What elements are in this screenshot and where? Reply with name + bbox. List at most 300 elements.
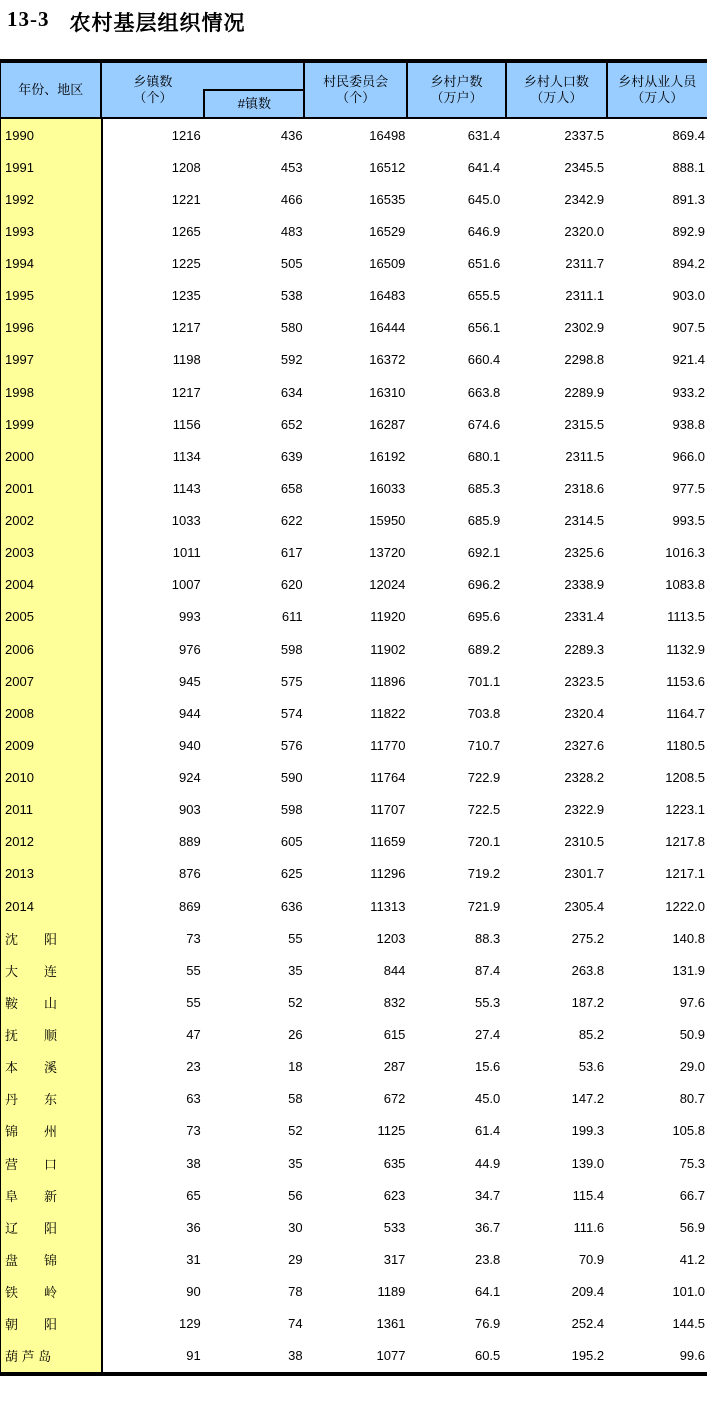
cell-households: 76.9	[474, 1316, 501, 1332]
cell-townships: 945	[179, 673, 201, 689]
cell-towns: 592	[280, 352, 303, 368]
row-label: 1995	[1, 280, 103, 312]
cell-population: 2337.5	[564, 127, 605, 143]
cell-committees: 1077	[376, 1348, 406, 1364]
header-region	[1, 63, 102, 117]
table-row	[1, 1019, 707, 1051]
cell-households: 64.1	[474, 1284, 501, 1300]
cell-townships: 1143	[172, 480, 201, 496]
cell-workers: 66.7	[679, 1187, 705, 1203]
cell-townships: 1007	[171, 577, 201, 593]
cell-households: 656.1	[467, 320, 501, 336]
row-label: 抚 顺	[1, 1019, 103, 1051]
cell-towns: 35	[288, 1155, 303, 1171]
cell-workers: 1222.0	[665, 898, 705, 914]
row-label: 大 连	[1, 954, 103, 986]
row-label: 葫 芦 岛	[1, 1340, 103, 1372]
cell-towns: 58	[288, 1091, 303, 1107]
cell-committees: 11896	[370, 673, 406, 689]
table-row	[1, 1179, 707, 1211]
row-label: 2014	[1, 890, 103, 922]
cell-households: 34.7	[474, 1187, 501, 1203]
table-row	[1, 794, 707, 826]
cell-townships: 944	[179, 705, 201, 721]
cell-towns: 52	[288, 1123, 303, 1139]
cell-workers: 80.7	[679, 1091, 705, 1107]
cell-committees: 12024	[369, 577, 406, 593]
cell-workers: 1208.5	[665, 770, 705, 786]
table-row	[1, 215, 707, 247]
cell-townships: 1217	[171, 384, 201, 400]
cell-population: 209.4	[571, 1284, 605, 1300]
cell-townships: 1265	[171, 223, 201, 239]
cell-committees: 623	[383, 1187, 406, 1203]
table-row	[1, 1051, 707, 1083]
cell-households: 692.1	[467, 545, 501, 561]
cell-workers: 1217.1	[665, 866, 705, 882]
cell-population: 2322.9	[564, 802, 605, 818]
cell-workers: 891.3	[672, 191, 705, 207]
header-households-unit: （万户）	[430, 90, 483, 105]
cell-population: 2298.8	[564, 352, 605, 368]
cell-households: 44.9	[474, 1155, 501, 1171]
table-row	[1, 826, 707, 858]
cell-population: 252.4	[571, 1316, 605, 1332]
cell-households: 655.5	[467, 288, 501, 304]
cell-population: 2302.9	[564, 320, 605, 336]
table-row	[1, 1115, 707, 1147]
cell-households: 660.4	[467, 352, 501, 368]
row-label: 2012	[1, 826, 103, 858]
cell-towns: 625	[280, 866, 303, 882]
row-label: 2011	[1, 794, 103, 826]
row-label: 辽 阳	[1, 1211, 103, 1243]
cell-committees: 16529	[369, 223, 406, 239]
cell-towns: 74	[288, 1316, 303, 1332]
cell-population: 2305.4	[564, 898, 605, 914]
cell-committees: 11920	[370, 609, 406, 625]
cell-townships: 31	[186, 1251, 201, 1267]
cell-townships: 1208	[171, 159, 201, 175]
cell-population: 70.9	[578, 1251, 605, 1267]
cell-population: 2318.6	[564, 480, 605, 496]
row-label: 1991	[1, 151, 103, 183]
cell-households: 685.3	[467, 480, 501, 496]
cell-towns: 620	[280, 577, 303, 593]
cell-committees: 672	[383, 1091, 406, 1107]
table-row	[1, 280, 707, 312]
row-label: 2000	[1, 440, 103, 472]
header-committees-label: 村民委员会	[323, 74, 389, 89]
header-workers-label: 乡村从业人员	[618, 74, 697, 89]
cell-towns: 575	[280, 673, 303, 689]
cell-committees: 16033	[369, 480, 406, 496]
cell-workers: 50.9	[679, 1027, 705, 1043]
cell-workers: 75.3	[679, 1155, 705, 1171]
cell-workers: 1132.9	[666, 641, 705, 657]
table-row	[1, 376, 707, 408]
cell-workers: 1223.1	[665, 802, 705, 818]
table-row	[1, 569, 707, 601]
cell-committees: 13720	[369, 545, 406, 561]
cell-committees: 533	[383, 1219, 406, 1235]
cell-townships: 869	[179, 898, 201, 914]
cell-committees: 16287	[369, 416, 406, 432]
cell-population: 2320.0	[564, 223, 605, 239]
cell-townships: 73	[186, 1123, 201, 1139]
row-label: 2002	[1, 505, 103, 537]
cell-population: 85.2	[578, 1027, 605, 1043]
cell-workers: 888.1	[672, 159, 705, 175]
cell-towns: 639	[280, 448, 303, 464]
row-label: 2010	[1, 762, 103, 794]
cell-workers: 1164.7	[666, 705, 705, 721]
table-row	[1, 248, 707, 280]
cell-committees: 15950	[369, 513, 406, 529]
cell-townships: 940	[179, 737, 201, 753]
header-townships-unit: （个）	[133, 90, 173, 105]
row-label: 1997	[1, 344, 103, 376]
cell-towns: 605	[280, 834, 303, 850]
cell-population: 263.8	[571, 962, 605, 978]
cell-population: 111.6	[573, 1219, 605, 1235]
row-label: 1994	[1, 248, 103, 280]
row-label: 丹 东	[1, 1083, 103, 1115]
cell-townships: 63	[186, 1091, 201, 1107]
table-row	[1, 954, 707, 986]
table-row	[1, 1276, 707, 1308]
cell-towns: 35	[288, 962, 303, 978]
cell-towns: 611	[281, 609, 303, 625]
cell-committees: 11313	[370, 898, 406, 914]
cell-townships: 1235	[171, 288, 201, 304]
cell-workers: 903.0	[672, 288, 705, 304]
cell-townships: 976	[179, 641, 201, 657]
cell-population: 2314.5	[564, 513, 605, 529]
cell-townships: 1011	[172, 545, 201, 561]
cell-committees: 1189	[377, 1284, 406, 1300]
cell-townships: 1134	[172, 448, 201, 464]
cell-workers: 1217.8	[665, 834, 705, 850]
cell-committees: 287	[383, 1059, 406, 1075]
header-workers-unit: （万人）	[631, 90, 684, 105]
table-row	[1, 151, 707, 183]
cell-towns: 580	[280, 320, 303, 336]
row-label: 2005	[1, 601, 103, 633]
header-committees-unit: （个）	[336, 90, 376, 105]
header-population-unit: （万人）	[530, 90, 583, 105]
row-label: 2009	[1, 729, 103, 761]
cell-towns: 617	[280, 545, 303, 561]
cell-households: 685.9	[467, 513, 501, 529]
cell-committees: 11707	[370, 802, 406, 818]
cell-households: 645.0	[467, 191, 501, 207]
cell-households: 720.1	[467, 834, 501, 850]
table-row	[1, 1083, 707, 1115]
row-label: 2013	[1, 858, 103, 890]
cell-townships: 1225	[171, 256, 201, 272]
cell-workers: 977.5	[672, 480, 705, 496]
table-row	[1, 505, 707, 537]
cell-committees: 16372	[369, 352, 406, 368]
cell-towns: 658	[280, 480, 303, 496]
row-label: 2004	[1, 569, 103, 601]
cell-towns: 29	[288, 1251, 303, 1267]
cell-population: 2323.5	[564, 673, 605, 689]
row-label: 鞍 山	[1, 986, 103, 1018]
cell-population: 2311.7	[565, 256, 605, 272]
cell-towns: 78	[288, 1284, 303, 1300]
cell-committees: 16192	[369, 448, 406, 464]
cell-townships: 90	[186, 1284, 201, 1300]
cell-workers: 938.8	[672, 416, 705, 432]
cell-households: 722.9	[467, 770, 501, 786]
cell-towns: 598	[280, 802, 303, 818]
cell-households: 710.7	[467, 737, 501, 753]
table-body	[1, 119, 707, 1372]
cell-towns: 622	[280, 513, 303, 529]
table-row	[1, 729, 707, 761]
row-label: 1993	[1, 215, 103, 247]
row-label: 1998	[1, 376, 103, 408]
table-row	[1, 601, 707, 633]
header-region-label: 年份、地区	[18, 82, 84, 97]
header-workers	[608, 63, 707, 117]
table-row	[1, 312, 707, 344]
cell-workers: 41.2	[679, 1251, 705, 1267]
cell-townships: 903	[179, 802, 201, 818]
cell-workers: 1016.3	[665, 545, 705, 561]
row-label: 本 溪	[1, 1051, 103, 1083]
cell-households: 88.3	[474, 930, 501, 946]
header-population-label: 乡村人口数	[523, 74, 589, 89]
cell-towns: 38	[288, 1348, 303, 1364]
cell-committees: 16535	[369, 191, 406, 207]
cell-workers: 892.9	[672, 223, 705, 239]
header-townships-group	[102, 63, 305, 117]
cell-households: 27.4	[474, 1027, 501, 1043]
cell-population: 2345.5	[564, 159, 605, 175]
cell-population: 2315.5	[564, 416, 605, 432]
table-row	[1, 1340, 707, 1372]
header-households-label: 乡村户数	[430, 74, 483, 89]
row-label: 2006	[1, 633, 103, 665]
cell-committees: 11296	[370, 866, 406, 882]
header-towns-sub-label: #镇数	[237, 96, 271, 111]
cell-workers: 1113.5	[667, 609, 705, 625]
cell-workers: 97.6	[679, 994, 705, 1010]
row-label: 锦 州	[1, 1115, 103, 1147]
cell-population: 2310.5	[564, 834, 605, 850]
cell-population: 275.2	[571, 930, 605, 946]
table-row	[1, 537, 707, 569]
table-row	[1, 344, 707, 376]
row-label: 铁 岭	[1, 1276, 103, 1308]
cell-households: 60.5	[474, 1348, 501, 1364]
cell-households: 61.4	[474, 1123, 501, 1139]
cell-workers: 966.0	[672, 448, 705, 464]
cell-workers: 99.6	[679, 1348, 705, 1364]
cell-townships: 36	[186, 1219, 201, 1235]
cell-towns: 52	[288, 994, 303, 1010]
cell-townships: 73	[186, 930, 201, 946]
cell-households: 719.2	[467, 866, 501, 882]
table-row	[1, 697, 707, 729]
cell-population: 2325.6	[564, 545, 605, 561]
header-townships-label: 乡镇数	[133, 74, 173, 89]
row-label: 2001	[1, 472, 103, 504]
cell-townships: 129	[179, 1316, 201, 1332]
cell-towns: 26	[288, 1027, 303, 1043]
cell-committees: 832	[383, 994, 406, 1010]
cell-towns: 55	[288, 930, 303, 946]
cell-townships: 38	[186, 1155, 201, 1171]
row-label: 2003	[1, 537, 103, 569]
cell-towns: 56	[288, 1187, 303, 1203]
table-row	[1, 1147, 707, 1179]
cell-households: 721.9	[467, 898, 501, 914]
table-number: 13-3	[7, 7, 50, 31]
row-label: 2008	[1, 697, 103, 729]
cell-towns: 483	[280, 223, 303, 239]
cell-population: 2338.9	[564, 577, 605, 593]
cell-townships: 889	[179, 834, 201, 850]
cell-committees: 1203	[376, 930, 406, 946]
cell-townships: 1033	[171, 513, 201, 529]
row-label: 2007	[1, 665, 103, 697]
cell-population: 139.0	[571, 1155, 605, 1171]
cell-workers: 921.4	[672, 352, 705, 368]
cell-population: 2311.1	[565, 288, 605, 304]
cell-households: 87.4	[474, 962, 501, 978]
cell-towns: 590	[280, 770, 303, 786]
cell-households: 631.4	[467, 127, 501, 143]
page-title	[7, 7, 246, 37]
row-label: 1992	[1, 183, 103, 215]
cell-townships: 924	[179, 770, 201, 786]
cell-committees: 615	[383, 1027, 406, 1043]
cell-workers: 1153.6	[666, 673, 705, 689]
cell-towns: 18	[288, 1059, 303, 1075]
cell-townships: 1156	[172, 416, 201, 432]
cell-households: 651.6	[467, 256, 501, 272]
cell-workers: 907.5	[672, 320, 705, 336]
cell-households: 641.4	[467, 159, 501, 175]
cell-towns: 466	[280, 191, 303, 207]
cell-committees: 1361	[376, 1316, 406, 1332]
cell-population: 2289.9	[564, 384, 605, 400]
header-towns-sub-col	[203, 63, 303, 117]
cell-townships: 23	[186, 1059, 201, 1075]
cell-workers: 993.5	[672, 513, 705, 529]
table-row	[1, 633, 707, 665]
cell-population: 115.4	[572, 1187, 605, 1203]
cell-committees: 844	[383, 962, 406, 978]
cell-towns: 436	[280, 127, 303, 143]
cell-households: 680.1	[467, 448, 501, 464]
cell-committees: 11770	[370, 737, 406, 753]
cell-committees: 16498	[369, 127, 406, 143]
cell-workers: 131.9	[672, 962, 705, 978]
table-row	[1, 1243, 707, 1275]
cell-population: 2331.4	[564, 609, 605, 625]
header-towns-sub	[203, 89, 303, 117]
cell-towns: 538	[280, 288, 303, 304]
cell-households: 722.5	[467, 802, 501, 818]
cell-townships: 993	[179, 609, 201, 625]
cell-households: 36.7	[474, 1219, 501, 1235]
header-townships	[102, 63, 203, 117]
cell-households: 646.9	[467, 223, 501, 239]
table-row	[1, 183, 707, 215]
cell-committees: 16509	[369, 256, 406, 272]
cell-committees: 11764	[370, 770, 406, 786]
cell-population: 2342.9	[564, 191, 605, 207]
cell-committees: 1125	[377, 1123, 406, 1139]
cell-population: 195.2	[571, 1348, 605, 1364]
cell-towns: 453	[280, 159, 303, 175]
cell-households: 696.2	[467, 577, 501, 593]
cell-committees: 11902	[370, 641, 406, 657]
cell-towns: 505	[280, 256, 303, 272]
cell-committees: 16310	[369, 384, 406, 400]
cell-households: 663.8	[467, 384, 501, 400]
cell-households: 701.1	[467, 673, 501, 689]
row-label: 1990	[1, 119, 103, 151]
table-row	[1, 858, 707, 890]
row-label: 营 口	[1, 1147, 103, 1179]
cell-households: 23.8	[474, 1251, 501, 1267]
cell-households: 689.2	[467, 641, 501, 657]
header-households	[408, 63, 507, 117]
row-label: 1996	[1, 312, 103, 344]
row-label: 盘 锦	[1, 1243, 103, 1275]
cell-townships: 1221	[171, 191, 201, 207]
table-row	[1, 890, 707, 922]
cell-committees: 16483	[369, 288, 406, 304]
cell-towns: 636	[280, 898, 303, 914]
table-row	[1, 119, 707, 151]
table-row	[1, 665, 707, 697]
cell-population: 2320.4	[564, 705, 605, 721]
table-row	[1, 440, 707, 472]
cell-population: 2327.6	[564, 737, 605, 753]
cell-workers: 1180.5	[666, 737, 705, 753]
cell-committees: 11659	[370, 834, 406, 850]
cell-townships: 1198	[172, 352, 201, 368]
cell-population: 199.3	[571, 1123, 605, 1139]
cell-population: 2301.7	[564, 866, 605, 882]
cell-committees: 16512	[369, 159, 406, 175]
cell-workers: 869.4	[672, 127, 705, 143]
cell-households: 703.8	[467, 705, 501, 721]
header-committees	[305, 63, 407, 117]
cell-committees: 16444	[369, 320, 406, 336]
cell-workers: 894.2	[672, 256, 705, 272]
table-row	[1, 986, 707, 1018]
cell-workers: 933.2	[672, 384, 705, 400]
cell-workers: 29.0	[679, 1059, 705, 1075]
cell-committees: 635	[383, 1155, 406, 1171]
cell-townships: 65	[186, 1187, 201, 1203]
cell-townships: 55	[186, 962, 201, 978]
table-row	[1, 408, 707, 440]
table-row	[1, 1211, 707, 1243]
cell-towns: 574	[280, 705, 303, 721]
cell-workers: 101.0	[672, 1284, 705, 1300]
cell-towns: 30	[288, 1219, 303, 1235]
cell-townships: 1217	[171, 320, 201, 336]
